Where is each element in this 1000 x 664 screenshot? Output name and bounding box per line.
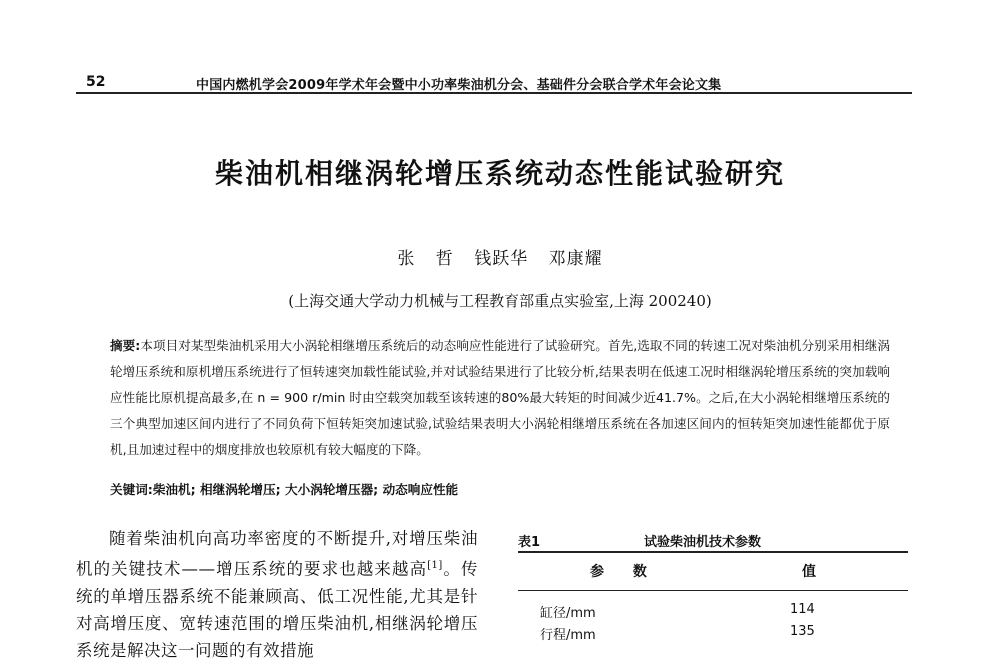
table-caption bbox=[518, 531, 762, 550]
author-name: 邓康耀 bbox=[548, 249, 603, 269]
table-label: 表1 bbox=[518, 535, 541, 550]
intro-text: 随着柴油机向高功率密度的不断提升,对增压柴油机的关键技术——增压系统的要求也越来越高 bbox=[76, 529, 478, 579]
page-number: 52 bbox=[86, 74, 106, 90]
author-name: 钱跃华 bbox=[474, 249, 529, 269]
table-header-rule bbox=[518, 590, 908, 591]
proceedings-title: 中国内燃机学会2009年学术年会暨中小功率柴油机分会、基础件分会联合学术年会论文集 bbox=[196, 78, 722, 93]
keywords-text: 柴油机; 相继涡轮增压; 大小涡轮增压器; 动态响应性能 bbox=[152, 482, 459, 497]
table-title: 试验柴油机技术参数 bbox=[644, 535, 762, 550]
author-list bbox=[0, 244, 1000, 269]
citation-ref: [1] bbox=[427, 560, 443, 571]
keywords bbox=[110, 479, 890, 498]
abstract-text: 本项目对某型柴油机采用大小涡轮相继增压系统后的动态响应性能进行了试验研究。首先,选取不同的转速工况对柴油机分别采用相继涡轮增压系统和原机增压系统进行了恒转速突加载性能试验,并对试验结果进行了比较分析,结果表明在低速工况时相继涡轮增压系统的突加载响应性能比原机提高最多,在 n = 900 r/min 时由空载突加载至该转速的80%最大转矩的时间减少近41.7%。之后,在大小涡轮相继增压系统的三个典型加速区间内进行了不同负荷下恒转矩突加速试验,试验结果表明大小涡轮相继增压系统在各加速区间内的恒转矩突加速性能都优于原机,且加速过程中的烟度排放也较原机有较大幅度的下降。 bbox=[110, 338, 890, 457]
table-top-rule bbox=[518, 551, 908, 553]
abstract bbox=[110, 333, 890, 463]
intro-text-continued: 。传统的单增压器系统不能兼顾高、低工况性能,尤其是针对高增压度、宽转速范围的增压柴油机,相继涡轮增压系统是解决这一问题的有效措施 bbox=[76, 559, 479, 660]
table-cell-param: 缸径/mm bbox=[540, 606, 596, 621]
table-header-param: 参 数 bbox=[590, 564, 659, 580]
table-cell-value: 135 bbox=[790, 624, 815, 639]
table-cell-value: 114 bbox=[790, 602, 815, 617]
author-name: 张 哲 bbox=[397, 249, 454, 269]
paper-title: 柴油机相继涡轮增压系统动态性能试验研究 bbox=[214, 157, 785, 190]
table-header-value: 值 bbox=[802, 564, 816, 580]
keywords-label: 关键词: bbox=[110, 482, 153, 497]
table-cell-param: 行程/mm bbox=[540, 628, 596, 643]
abstract-label: 摘要: bbox=[110, 338, 141, 353]
affiliation: (上海交通大学动力机械与工程教育部重点实验室,上海 200240) bbox=[288, 292, 712, 310]
header-divider bbox=[76, 92, 912, 94]
intro-paragraph bbox=[76, 525, 478, 664]
